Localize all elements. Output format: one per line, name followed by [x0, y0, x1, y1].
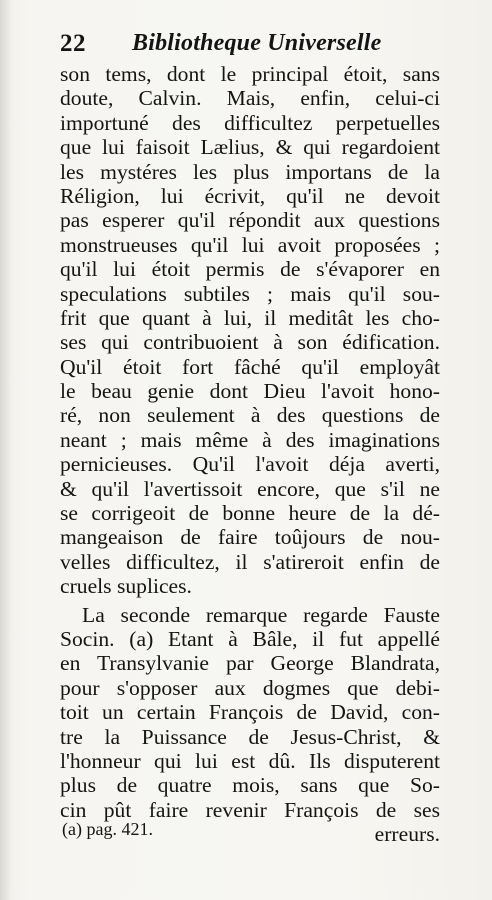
text-line: toit un certain François de David, con- [60, 700, 440, 725]
text-line: cruels suplices. [60, 574, 192, 599]
text-line: monstrueuses qu'il lui avoit proposées ; [60, 232, 440, 257]
text-line: & qu'il l'avertissoit encore, que s'il ne [60, 476, 440, 501]
text-line: son tems, dont le principal étoit, sans [60, 62, 440, 86]
text-line: que lui faisoit Lælius, & qui regardoient [60, 135, 440, 160]
text-line: ses qui contribuoient à son édification. [60, 330, 440, 355]
text-line: qu'il lui étoit permis de s'évaporer en [60, 257, 440, 282]
text-line: Qu'il étoit fort fâché qu'il employât [60, 354, 440, 379]
text-line: pernicieuses. Qu'il l'avoit déja averti, [60, 452, 440, 477]
text-line: pas esperer qu'il répondit aux questions [60, 208, 440, 233]
paragraph-1 [60, 62, 440, 599]
text-line: frit que quant à lui, il meditât les cho- [60, 305, 440, 330]
body-text [60, 62, 440, 847]
page-header [60, 30, 440, 60]
text-line: pour s'opposer aux dogmes que debi- [60, 675, 440, 700]
text-line: ré, non seulement à des questions de [60, 403, 440, 428]
text-line: erreurs. [374, 822, 440, 847]
text-line: Socin. (a) Etant à Bâle, il fut appellé [60, 626, 440, 651]
page-number: 22 [60, 30, 86, 57]
text-line: le beau genie dont Dieu l'avoit hono- [60, 379, 440, 404]
text-line: cin pût faire revenir François de ses [60, 797, 440, 822]
paragraph-2 [60, 603, 440, 847]
text-line: en Transylvanie par George Blandrata, [60, 651, 440, 676]
text-line: les mystéres les plus importans de la [60, 159, 440, 184]
text-line: l'honneur qui lui est dû. Ils disputerent [60, 748, 440, 773]
text-line: se corrigeoit de bonne heure de la dé- [60, 501, 440, 526]
text-line: La seconde remarque regarde Fauste [82, 602, 440, 627]
text-line: tre la Puissance de Jesus-Christ, & [60, 724, 440, 749]
text-line: speculations subtiles ; mais qu'il sou- [60, 281, 440, 306]
text-line: velles difficultez, il s'atireroit enfin de [60, 549, 440, 574]
text-line: neant ; mais même à des imaginations [60, 427, 440, 452]
text-line: mangeaison de faire toûjours de nou- [60, 525, 440, 550]
spine-shadow [0, 0, 12, 900]
text-line: plus de quatre mois, sans que So- [60, 773, 440, 798]
text-line: doute, Calvin. Mais, enfin, celui-ci [60, 86, 440, 111]
text-line: importuné des difficultez perpetuelles [60, 110, 440, 135]
text-line: Réligion, lui écrivit, qu'il ne devoit [60, 183, 440, 208]
running-title: Bibliotheque Universelle [132, 30, 382, 56]
footnote: (a) pag. 421. [62, 819, 153, 839]
